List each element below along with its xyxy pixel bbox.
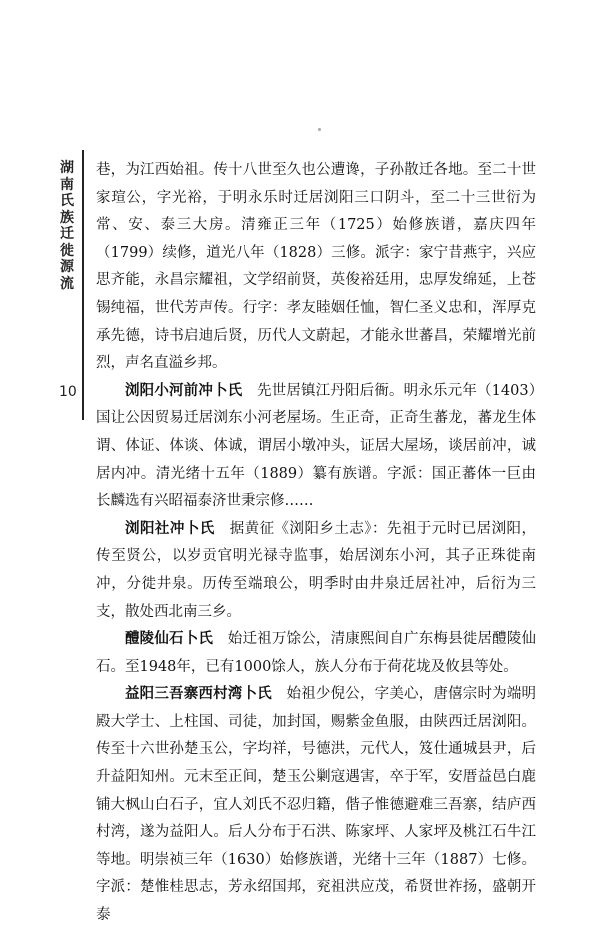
body-text — [96, 157, 536, 930]
paragraph-liuyang-xiaohe — [96, 378, 536, 516]
paragraph-yiyang-sanwuzhai — [96, 681, 536, 929]
paragraph-liuyang-shechong — [96, 516, 536, 626]
page-decoration-dot — [318, 128, 321, 131]
paragraph-body: 始迁祖万馀公，清康熙间自广东梅县徙居醴陵仙石。至1948年，已有1000馀人，族人分布于荷花垅及攸县等处。 — [96, 631, 537, 675]
paragraph-heading: 浏阳小河前冲卜氏 — [125, 382, 243, 399]
paragraph-heading: 益阳三吾寨西村湾卜氏 — [125, 686, 272, 703]
paragraph-body: 巷，为江西始祖。传十八世至久也公遭谗，子孙散迁各地。至二十世家瑄公，字光裕，于明永乐时迁居浏阳三口阴斗，至二十三世衍为常、安、泰三大房。清雍正三年（1725）始修族谱，嘉庆四年（1799）续修，道光八年（1828）三修。派字：家宁昔燕宇，兴应思齐能，永昌宗耀祖，文学绍前贤，英俊裕廷用，忠厚发绵延，上苍锡纯福，世代芳声传。行字：孝友睦姻任恤，智仁圣义忠和，浑厚克承先德，诗书启迪后贤，历代人文蔚起，才能永世蕃昌，荣耀增光前烈，声名直溢乡邦。 — [96, 162, 536, 372]
paragraph-liling-xianshi — [96, 626, 536, 681]
paragraph-body: 始祖少倪公，字美心，唐僖宗时为端明殿大学士、上柱国、司徒，加封国，赐紫金鱼服，由陕西迁居浏阳。传至十六世孙楚玉公，字均祥，号德洪，元代人，笈仕通城县尹，后升益阳知州。元末至正间，楚玉公剿寇遇害，卒于军，安厝益邑白鹿铺大枫山白石子，宜人刘氏不忍归籍，偕子惟德避难三吾寨，结庐西村湾，遂为益阳人。后人分布于石洪、陈家坪、人家坪及桃江石牛江等地。明崇祯三年（1630）始修族谱，光绪十三年（1887）七修。字派：楚惟桂思志，芳永绍国邦，兖祖洪应茂，希贤世祚扬，盛朝开泰 — [96, 686, 537, 924]
paragraph-body: 先世居镇江丹阳后衙。明永乐元年（1403）国让公因贸易迁居浏东小河老屋场。生正奇，正奇生蕃龙，蕃龙生体谓、体证、体谈、体诚，谓居小墩冲头，证居大屋场，谈居前冲，诚居内冲。清光绪十五年（1889）纂有族谱。字派：国正蕃体一巨由长麟选有兴昭福泰济世秉宗修…… — [96, 382, 537, 510]
paragraph-heading: 醴陵仙石卜氏 — [125, 631, 214, 648]
paragraph-body: 据黄征《浏阳乡土志》：先祖于元时已居浏阳，传至贤公，以岁贡官明光禄寺监事，始居浏东小河，其子正珠徙南冲，分徙井泉。历传至端琅公，明季时由井泉迁居社冲，后衍为三支，散处西北南三乡。 — [96, 520, 537, 620]
page-number: 10 — [59, 384, 77, 400]
running-header-title: 湖南氏族迁徙源流 — [60, 160, 74, 292]
header-rule — [82, 150, 84, 420]
paragraph-heading: 浏阳社冲卜氏 — [125, 520, 215, 537]
paragraph-continuation — [96, 157, 536, 378]
